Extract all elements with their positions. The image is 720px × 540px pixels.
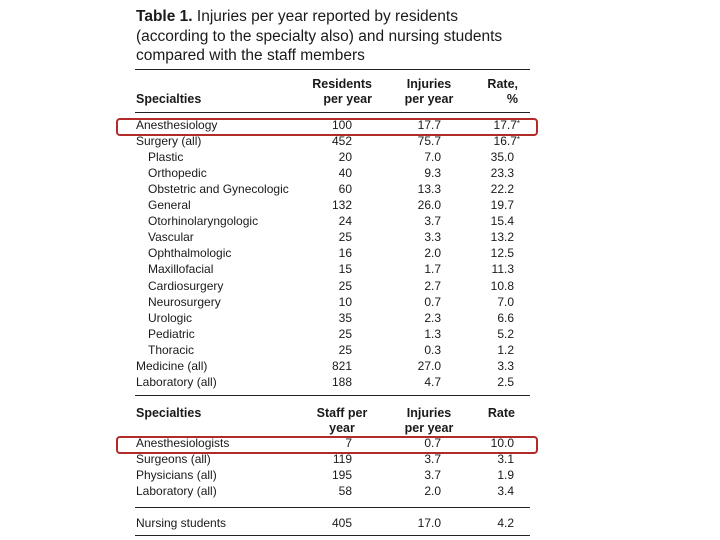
- top-rule: [135, 69, 530, 70]
- cell-specialty: Pediatric: [148, 326, 195, 341]
- cell-specialty: Surgery (all): [136, 134, 202, 149]
- cell-c1: 20: [338, 150, 352, 165]
- cell-c2: 17.7: [417, 118, 441, 132]
- cell-specialty: Neurosurgery: [148, 294, 221, 309]
- cell-c2: 1.7: [424, 262, 441, 277]
- table-row: [135, 515, 530, 531]
- cell-c1: 132: [331, 198, 352, 213]
- cell-c3: 3.4: [497, 484, 514, 498]
- table-row: [135, 181, 530, 197]
- table-row: [135, 278, 530, 294]
- table-row: [135, 342, 530, 358]
- cell-c2: 17.0: [417, 516, 441, 530]
- table-row: [135, 358, 530, 374]
- cell-specialty: Laboratory (all): [136, 374, 217, 389]
- cell-c3: 1.2: [497, 342, 514, 357]
- table-row: [135, 197, 530, 213]
- highlight-anesthesiology: [116, 118, 538, 136]
- cell-c2: 2.0: [424, 484, 441, 498]
- caption-line-3: compared with the staff members: [136, 47, 365, 64]
- highlight-anesthesiologists: [116, 436, 538, 454]
- cell-c1: 25: [338, 278, 352, 293]
- significance-mark: *: [516, 135, 520, 145]
- cell-specialty: Physicians (all): [136, 468, 217, 482]
- table-row: [135, 467, 530, 483]
- cell-c1: 60: [338, 182, 352, 197]
- rate-value: 16.7: [493, 134, 517, 149]
- cell-specialty: Cardiosurgery: [148, 278, 224, 293]
- rate-value: 17.7: [493, 118, 517, 132]
- cell-c1: 15: [338, 262, 352, 277]
- cell-specialty: General: [148, 198, 191, 213]
- cell-c3: 13.2: [490, 230, 514, 245]
- cell-specialty: Urologic: [148, 310, 193, 325]
- cell-c1: 10: [338, 294, 352, 309]
- cell-c1: 24: [338, 214, 352, 229]
- cell-c1: 7: [345, 436, 352, 450]
- cell-c2: 7.0: [424, 150, 441, 165]
- cell-c3: 10.0: [490, 436, 514, 450]
- cell-c3: 7.0: [497, 294, 514, 309]
- cell-c3: 3.3: [497, 358, 514, 373]
- cell-c2: 13.3: [417, 182, 441, 197]
- cell-c2: 0.3: [424, 342, 441, 357]
- header-injuries: Injuries per year: [404, 77, 454, 106]
- bottom-rule: [135, 535, 530, 536]
- cell-c2: 4.7: [424, 374, 441, 389]
- header-rule: [135, 112, 530, 113]
- cell-specialty: Orthopedic: [148, 166, 207, 181]
- cell-specialty: Nursing students: [136, 516, 227, 530]
- cell-c2: 3.7: [424, 452, 441, 466]
- cell-c3: 2.5: [497, 374, 514, 389]
- cell-c3: 6.6: [497, 310, 514, 325]
- cell-c1: 452: [331, 134, 352, 149]
- cell-c1: 25: [338, 342, 352, 357]
- header-specialties: Specialties: [136, 92, 202, 106]
- cell-c1: 25: [338, 230, 352, 245]
- cell-c2: 0.7: [424, 294, 441, 309]
- cell-c1: 119: [332, 452, 352, 466]
- cell-c3: 5.2: [497, 326, 514, 341]
- cell-c1: 100: [331, 118, 352, 132]
- cell-specialty: Maxillofacial: [148, 262, 214, 277]
- cell-c2: 3.3: [424, 230, 441, 245]
- cell-c1: 40: [338, 166, 352, 181]
- cell-c2: 2.0: [424, 246, 441, 261]
- cell-c2: 9.3: [424, 166, 441, 181]
- table-row: [135, 149, 530, 165]
- cell-c2: 0.7: [424, 436, 441, 450]
- cell-c1: 35: [338, 310, 352, 325]
- caption-line-1: Injuries per year reported by residents: [196, 8, 458, 25]
- cell-c3: 4.2: [497, 516, 514, 530]
- cell-specialty: Anesthesiologists: [136, 436, 230, 450]
- cell-c2: 27.0: [417, 358, 441, 373]
- cell-c1: 188: [331, 374, 352, 389]
- cell-c2: 2.7: [424, 278, 441, 293]
- cell-specialty: Laboratory (all): [136, 484, 217, 498]
- cell-c3: 1.9: [497, 468, 514, 482]
- cell-c3: 23.3: [490, 166, 514, 181]
- header-staff: Staff per year: [316, 406, 368, 435]
- cell-c3: 19.7: [490, 198, 514, 213]
- header-residents: Residents per year: [312, 77, 372, 106]
- table-row: [135, 229, 530, 245]
- table-row: [135, 374, 530, 390]
- header-rate-2: Rate: [487, 406, 515, 420]
- cell-c3: 11.3: [491, 262, 514, 277]
- cell-specialty: Thoracic: [148, 342, 195, 357]
- cell-c1: 821: [331, 358, 352, 373]
- cell-specialty: Vascular: [148, 230, 194, 245]
- cell-c3: 12.5: [490, 246, 514, 261]
- cell-specialty: Plastic: [148, 150, 184, 165]
- table-row: [135, 165, 530, 181]
- cell-c1: 195: [331, 468, 352, 482]
- cell-c2: 2.3: [424, 310, 441, 325]
- table-row: [135, 483, 530, 499]
- table-row: [135, 261, 530, 277]
- cell-c3: 15.4: [490, 214, 514, 229]
- table-row: [135, 213, 530, 229]
- cell-c2: 26.0: [417, 198, 441, 213]
- cell-c1: 16: [338, 246, 352, 261]
- table-row: [135, 310, 530, 326]
- header-specialties-2: Specialties: [136, 406, 202, 420]
- table-row: [135, 326, 530, 342]
- cell-specialty: Ophthalmologic: [148, 246, 232, 261]
- cell-specialty: Anesthesiology: [136, 118, 218, 132]
- cell-specialty: Medicine (all): [136, 358, 208, 373]
- cell-c2: 1.3: [424, 326, 441, 341]
- cell-c3: 22.2: [490, 182, 514, 197]
- caption-line-2: (according to the specialty also) and nursing students: [136, 27, 503, 45]
- table-row: [135, 294, 530, 310]
- cell-c1: 405: [331, 516, 352, 530]
- cell-c2: 3.7: [424, 214, 441, 229]
- header-rate: Rate, %: [487, 77, 518, 106]
- cell-c1: 58: [338, 484, 352, 498]
- cell-c2: 3.7: [424, 468, 441, 482]
- cell-c3: 3.1: [497, 452, 514, 466]
- cell-c2: 75.7: [417, 134, 441, 149]
- table-row: [135, 245, 530, 261]
- cell-specialty: Otorhinolaryngologic: [148, 214, 259, 229]
- cell-c3: 35.0: [490, 150, 514, 165]
- table-label: Table 1.: [136, 8, 193, 25]
- table-caption: [136, 7, 696, 66]
- section-divider-2: [135, 507, 530, 508]
- section-divider: [135, 395, 530, 396]
- cell-specialty: Surgeons (all): [136, 452, 211, 466]
- cell-c1: 25: [338, 326, 352, 341]
- cell-c3: 10.8: [490, 278, 514, 293]
- cell-specialty: Obstetric and Gynecologic: [148, 182, 289, 197]
- header-injuries-2: Injuries per year: [404, 406, 454, 435]
- significance-mark: *: [516, 119, 520, 128]
